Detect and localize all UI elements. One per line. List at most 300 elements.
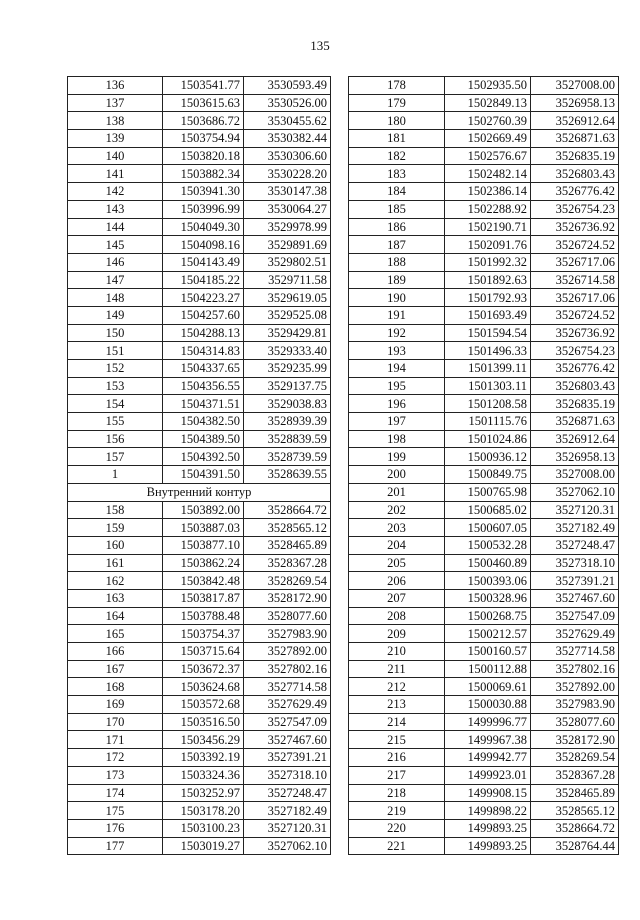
x-coordinate-cell: 1501496.33 (445, 342, 531, 360)
x-coordinate-cell: 1504143.49 (163, 253, 244, 271)
x-coordinate-cell: 1500685.02 (445, 501, 531, 519)
table-row (349, 536, 619, 554)
x-coordinate-cell: 1503572.68 (163, 696, 244, 714)
table-row (68, 395, 331, 413)
x-coordinate-cell: 1500393.06 (445, 572, 531, 590)
table-row (68, 696, 331, 714)
table-row (68, 360, 331, 378)
point-number-cell: 145 (68, 236, 163, 254)
point-number-cell: 216 (349, 749, 445, 767)
table-row (68, 713, 331, 731)
point-number-cell: 197 (349, 413, 445, 431)
table-row (68, 749, 331, 767)
x-coordinate-cell: 1503715.64 (163, 643, 244, 661)
point-number-cell: 177 (68, 837, 163, 855)
point-number-cell: 151 (68, 342, 163, 360)
table-row (68, 430, 331, 448)
y-coordinate-cell: 3527062.10 (244, 837, 331, 855)
point-number-cell: 195 (349, 377, 445, 395)
point-number-cell: 170 (68, 713, 163, 731)
table-row (349, 819, 619, 837)
point-number-cell: 211 (349, 660, 445, 678)
table-row (68, 660, 331, 678)
table-row (68, 77, 331, 95)
point-number-cell: 217 (349, 766, 445, 784)
table-row (68, 784, 331, 802)
x-coordinate-cell: 1500607.05 (445, 519, 531, 537)
x-coordinate-cell: 1504314.83 (163, 342, 244, 360)
table-row (68, 802, 331, 820)
y-coordinate-cell: 3527714.58 (244, 678, 331, 696)
x-coordinate-cell: 1502669.49 (445, 130, 531, 148)
y-coordinate-cell: 3529978.99 (244, 218, 331, 236)
x-coordinate-cell: 1503754.37 (163, 625, 244, 643)
y-coordinate-cell: 3528172.90 (531, 731, 619, 749)
table-row (349, 413, 619, 431)
x-coordinate-cell: 1499996.77 (445, 713, 531, 731)
table-row (68, 218, 331, 236)
table-row (349, 147, 619, 165)
table-row (349, 749, 619, 767)
x-coordinate-cell: 1500532.28 (445, 536, 531, 554)
point-number-cell: 139 (68, 130, 163, 148)
table-row (68, 112, 331, 130)
y-coordinate-cell: 3528639.55 (244, 466, 331, 484)
table-row (68, 324, 331, 342)
x-coordinate-cell: 1499908.15 (445, 784, 531, 802)
x-coordinate-cell: 1501115.76 (445, 413, 531, 431)
point-number-cell: 163 (68, 589, 163, 607)
x-coordinate-cell: 1503019.27 (163, 837, 244, 855)
y-coordinate-cell: 3530382.44 (244, 130, 331, 148)
point-number-cell: 171 (68, 731, 163, 749)
x-coordinate-cell: 1503820.18 (163, 147, 244, 165)
x-coordinate-cell: 1499893.25 (445, 819, 531, 837)
x-coordinate-cell: 1499923.01 (445, 766, 531, 784)
y-coordinate-cell: 3529235.99 (244, 360, 331, 378)
point-number-cell: 198 (349, 430, 445, 448)
table-row (68, 519, 331, 537)
y-coordinate-cell: 3527120.31 (531, 501, 619, 519)
x-coordinate-cell: 1499898.22 (445, 802, 531, 820)
y-coordinate-cell: 3527008.00 (531, 466, 619, 484)
y-coordinate-cell: 3528664.72 (244, 501, 331, 519)
y-coordinate-cell: 3527983.90 (531, 696, 619, 714)
x-coordinate-cell: 1499893.25 (445, 837, 531, 855)
table-row (349, 483, 619, 501)
point-number-cell: 212 (349, 678, 445, 696)
point-number-cell: 194 (349, 360, 445, 378)
table-row (68, 448, 331, 466)
table-row (349, 271, 619, 289)
y-coordinate-cell: 3526958.13 (531, 448, 619, 466)
table-row (349, 501, 619, 519)
x-coordinate-cell: 1503996.99 (163, 200, 244, 218)
table-row (68, 94, 331, 112)
point-number-cell: 207 (349, 589, 445, 607)
table-row (68, 678, 331, 696)
point-number-cell: 202 (349, 501, 445, 519)
y-coordinate-cell: 3527629.49 (531, 625, 619, 643)
table-row (349, 448, 619, 466)
point-number-cell: 206 (349, 572, 445, 590)
x-coordinate-cell: 1500268.75 (445, 607, 531, 625)
point-number-cell: 190 (349, 289, 445, 307)
y-coordinate-cell: 3526871.63 (531, 413, 619, 431)
table-row (349, 306, 619, 324)
table-row (68, 342, 331, 360)
x-coordinate-cell: 1503392.19 (163, 749, 244, 767)
table-row (68, 607, 331, 625)
table-row (68, 200, 331, 218)
x-coordinate-cell: 1501303.11 (445, 377, 531, 395)
y-coordinate-cell: 3530455.62 (244, 112, 331, 130)
table-row (68, 130, 331, 148)
point-number-cell: 162 (68, 572, 163, 590)
x-coordinate-cell: 1503887.03 (163, 519, 244, 537)
point-number-cell: 213 (349, 696, 445, 714)
x-coordinate-cell: 1501693.49 (445, 306, 531, 324)
y-coordinate-cell: 3528172.90 (244, 589, 331, 607)
table-row (349, 395, 619, 413)
table-row (349, 289, 619, 307)
point-number-cell: 1 (68, 466, 163, 484)
x-coordinate-cell: 1500765.98 (445, 483, 531, 501)
point-number-cell: 156 (68, 430, 163, 448)
point-number-cell: 146 (68, 253, 163, 271)
table-row (349, 360, 619, 378)
point-number-cell: 185 (349, 200, 445, 218)
y-coordinate-cell: 3529525.08 (244, 306, 331, 324)
y-coordinate-cell: 3530306.60 (244, 147, 331, 165)
table-row (349, 837, 619, 855)
point-number-cell: 176 (68, 819, 163, 837)
x-coordinate-cell: 1502935.50 (445, 77, 531, 95)
y-coordinate-cell: 3527391.21 (244, 749, 331, 767)
table-row (68, 572, 331, 590)
point-number-cell: 189 (349, 271, 445, 289)
y-coordinate-cell: 3527391.21 (531, 572, 619, 590)
point-number-cell: 214 (349, 713, 445, 731)
point-number-cell: 168 (68, 678, 163, 696)
point-number-cell: 199 (349, 448, 445, 466)
table-row (349, 713, 619, 731)
x-coordinate-cell: 1501024.86 (445, 430, 531, 448)
y-coordinate-cell: 3526871.63 (531, 130, 619, 148)
point-number-cell: 186 (349, 218, 445, 236)
x-coordinate-cell: 1499942.77 (445, 749, 531, 767)
point-number-cell: 203 (349, 519, 445, 537)
table-row (68, 466, 331, 484)
table-row (68, 289, 331, 307)
y-coordinate-cell: 3526776.42 (531, 360, 619, 378)
point-number-cell: 220 (349, 819, 445, 837)
point-number-cell: 155 (68, 413, 163, 431)
table-row (68, 253, 331, 271)
x-coordinate-cell: 1503615.63 (163, 94, 244, 112)
point-number-cell: 196 (349, 395, 445, 413)
y-coordinate-cell: 3528465.89 (531, 784, 619, 802)
x-coordinate-cell: 1504185.22 (163, 271, 244, 289)
table-row (68, 819, 331, 837)
x-coordinate-cell: 1502482.14 (445, 165, 531, 183)
x-coordinate-cell: 1503754.94 (163, 130, 244, 148)
y-coordinate-cell: 3526736.92 (531, 218, 619, 236)
y-coordinate-cell: 3527802.16 (244, 660, 331, 678)
table-row (349, 466, 619, 484)
y-coordinate-cell: 3528269.54 (244, 572, 331, 590)
y-coordinate-cell: 3527182.49 (531, 519, 619, 537)
point-number-cell: 210 (349, 643, 445, 661)
x-coordinate-cell: 1503178.20 (163, 802, 244, 820)
y-coordinate-cell: 3526912.64 (531, 430, 619, 448)
table-row (349, 218, 619, 236)
y-coordinate-cell: 3527892.00 (244, 643, 331, 661)
point-number-cell: 148 (68, 289, 163, 307)
table-row (68, 183, 331, 201)
y-coordinate-cell: 3526754.23 (531, 342, 619, 360)
y-coordinate-cell: 3527318.10 (531, 554, 619, 572)
y-coordinate-cell: 3528939.39 (244, 413, 331, 431)
point-number-cell: 180 (349, 112, 445, 130)
y-coordinate-cell: 3527629.49 (244, 696, 331, 714)
x-coordinate-cell: 1504371.51 (163, 395, 244, 413)
table-row (68, 306, 331, 324)
y-coordinate-cell: 3526717.06 (531, 253, 619, 271)
y-coordinate-cell: 3527547.09 (531, 607, 619, 625)
table-row (68, 766, 331, 784)
x-coordinate-cell: 1503324.36 (163, 766, 244, 784)
table-row (349, 607, 619, 625)
table-row (349, 519, 619, 537)
y-coordinate-cell: 3527062.10 (531, 483, 619, 501)
point-number-cell: 173 (68, 766, 163, 784)
point-number-cell: 138 (68, 112, 163, 130)
y-coordinate-cell: 3527248.47 (531, 536, 619, 554)
y-coordinate-cell: 3526803.43 (531, 377, 619, 395)
point-number-cell: 218 (349, 784, 445, 802)
y-coordinate-cell: 3527248.47 (244, 784, 331, 802)
x-coordinate-cell: 1503817.87 (163, 589, 244, 607)
point-number-cell: 169 (68, 696, 163, 714)
y-coordinate-cell: 3526724.52 (531, 236, 619, 254)
point-number-cell: 181 (349, 130, 445, 148)
point-number-cell: 215 (349, 731, 445, 749)
point-number-cell: 160 (68, 536, 163, 554)
x-coordinate-cell: 1502386.14 (445, 183, 531, 201)
y-coordinate-cell: 3529333.40 (244, 342, 331, 360)
x-coordinate-cell: 1504382.50 (163, 413, 244, 431)
point-number-cell: 142 (68, 183, 163, 201)
y-coordinate-cell: 3528077.60 (531, 713, 619, 731)
table-row (68, 147, 331, 165)
point-number-cell: 183 (349, 165, 445, 183)
y-coordinate-cell: 3530593.49 (244, 77, 331, 95)
table-row (68, 625, 331, 643)
point-number-cell: 165 (68, 625, 163, 643)
x-coordinate-cell: 1501208.58 (445, 395, 531, 413)
point-number-cell: 157 (68, 448, 163, 466)
table-row (68, 536, 331, 554)
point-number-cell: 174 (68, 784, 163, 802)
section-row (68, 483, 331, 501)
point-number-cell: 136 (68, 77, 163, 95)
x-coordinate-cell: 1500212.57 (445, 625, 531, 643)
point-number-cell: 179 (349, 94, 445, 112)
y-coordinate-cell: 3528465.89 (244, 536, 331, 554)
y-coordinate-cell: 3528839.59 (244, 430, 331, 448)
page-number: 135 (310, 38, 330, 53)
point-number-cell: 161 (68, 554, 163, 572)
y-coordinate-cell: 3527467.60 (531, 589, 619, 607)
point-number-cell: 201 (349, 483, 445, 501)
table-row (68, 377, 331, 395)
point-number-cell: 143 (68, 200, 163, 218)
point-number-cell: 152 (68, 360, 163, 378)
y-coordinate-cell: 3529619.05 (244, 289, 331, 307)
y-coordinate-cell: 3526754.23 (531, 200, 619, 218)
x-coordinate-cell: 1500069.61 (445, 678, 531, 696)
point-number-cell: 209 (349, 625, 445, 643)
table-row (349, 253, 619, 271)
table-row (68, 554, 331, 572)
point-number-cell: 166 (68, 643, 163, 661)
y-coordinate-cell: 3526835.19 (531, 395, 619, 413)
table-row (349, 625, 619, 643)
x-coordinate-cell: 1500328.96 (445, 589, 531, 607)
x-coordinate-cell: 1504098.16 (163, 236, 244, 254)
point-number-cell: 188 (349, 253, 445, 271)
table-row (68, 165, 331, 183)
y-coordinate-cell: 3526736.92 (531, 324, 619, 342)
point-number-cell: 167 (68, 660, 163, 678)
table-row (349, 643, 619, 661)
table-row (349, 696, 619, 714)
table-row (68, 236, 331, 254)
point-number-cell: 144 (68, 218, 163, 236)
x-coordinate-cell: 1501892.63 (445, 271, 531, 289)
point-number-cell: 221 (349, 837, 445, 855)
table-row (349, 77, 619, 95)
table-row (68, 271, 331, 289)
x-coordinate-cell: 1500030.88 (445, 696, 531, 714)
y-coordinate-cell: 3528077.60 (244, 607, 331, 625)
y-coordinate-cell: 3526835.19 (531, 147, 619, 165)
x-coordinate-cell: 1504223.27 (163, 289, 244, 307)
y-coordinate-cell: 3527182.49 (244, 802, 331, 820)
point-number-cell: 200 (349, 466, 445, 484)
section-title: Внутренний контур (68, 483, 331, 501)
x-coordinate-cell: 1503541.77 (163, 77, 244, 95)
point-number-cell: 192 (349, 324, 445, 342)
point-number-cell: 205 (349, 554, 445, 572)
x-coordinate-cell: 1502760.39 (445, 112, 531, 130)
point-number-cell: 187 (349, 236, 445, 254)
point-number-cell: 154 (68, 395, 163, 413)
y-coordinate-cell: 3529429.81 (244, 324, 331, 342)
x-coordinate-cell: 1504257.60 (163, 306, 244, 324)
point-number-cell: 208 (349, 607, 445, 625)
y-coordinate-cell: 3528565.12 (531, 802, 619, 820)
table-row (349, 324, 619, 342)
y-coordinate-cell: 3528565.12 (244, 519, 331, 537)
x-coordinate-cell: 1501992.32 (445, 253, 531, 271)
x-coordinate-cell: 1503892.00 (163, 501, 244, 519)
point-number-cell: 153 (68, 377, 163, 395)
y-coordinate-cell: 3529038.83 (244, 395, 331, 413)
y-coordinate-cell: 3528367.28 (244, 554, 331, 572)
table-row (349, 236, 619, 254)
x-coordinate-cell: 1502091.76 (445, 236, 531, 254)
y-coordinate-cell: 3528367.28 (531, 766, 619, 784)
x-coordinate-cell: 1503941.30 (163, 183, 244, 201)
x-coordinate-cell: 1504049.30 (163, 218, 244, 236)
table-row (349, 766, 619, 784)
x-coordinate-cell: 1504392.50 (163, 448, 244, 466)
x-coordinate-cell: 1503686.72 (163, 112, 244, 130)
point-number-cell: 175 (68, 802, 163, 820)
y-coordinate-cell: 3526803.43 (531, 165, 619, 183)
x-coordinate-cell: 1500849.75 (445, 466, 531, 484)
table-row (68, 731, 331, 749)
x-coordinate-cell: 1502288.92 (445, 200, 531, 218)
y-coordinate-cell: 3527008.00 (531, 77, 619, 95)
y-coordinate-cell: 3528269.54 (531, 749, 619, 767)
point-number-cell: 172 (68, 749, 163, 767)
x-coordinate-cell: 1501594.54 (445, 324, 531, 342)
point-number-cell: 219 (349, 802, 445, 820)
x-coordinate-cell: 1503672.37 (163, 660, 244, 678)
x-coordinate-cell: 1503882.34 (163, 165, 244, 183)
point-number-cell: 178 (349, 77, 445, 95)
point-number-cell: 204 (349, 536, 445, 554)
x-coordinate-cell: 1503842.48 (163, 572, 244, 590)
table-row (349, 589, 619, 607)
y-coordinate-cell: 3530147.38 (244, 183, 331, 201)
point-number-cell: 147 (68, 271, 163, 289)
coordinates-table-right (348, 76, 619, 855)
table-row (349, 94, 619, 112)
x-coordinate-cell: 1502190.71 (445, 218, 531, 236)
y-coordinate-cell: 3527547.09 (244, 713, 331, 731)
table-row (68, 589, 331, 607)
x-coordinate-cell: 1503516.50 (163, 713, 244, 731)
x-coordinate-cell: 1502849.13 (445, 94, 531, 112)
x-coordinate-cell: 1500112.88 (445, 660, 531, 678)
point-number-cell: 193 (349, 342, 445, 360)
y-coordinate-cell: 3526776.42 (531, 183, 619, 201)
x-coordinate-cell: 1503456.29 (163, 731, 244, 749)
x-coordinate-cell: 1504356.55 (163, 377, 244, 395)
table-row (349, 572, 619, 590)
y-coordinate-cell: 3526714.58 (531, 271, 619, 289)
table-row (349, 802, 619, 820)
x-coordinate-cell: 1504337.65 (163, 360, 244, 378)
x-coordinate-cell: 1503877.10 (163, 536, 244, 554)
x-coordinate-cell: 1502576.67 (445, 147, 531, 165)
point-number-cell: 182 (349, 147, 445, 165)
x-coordinate-cell: 1503624.68 (163, 678, 244, 696)
x-coordinate-cell: 1504389.50 (163, 430, 244, 448)
table-row (349, 430, 619, 448)
table-row (349, 660, 619, 678)
table-row (68, 643, 331, 661)
coordinates-table-left (67, 76, 331, 855)
table-row (349, 130, 619, 148)
y-coordinate-cell: 3528764.44 (531, 837, 619, 855)
point-number-cell: 150 (68, 324, 163, 342)
y-coordinate-cell: 3526912.64 (531, 112, 619, 130)
